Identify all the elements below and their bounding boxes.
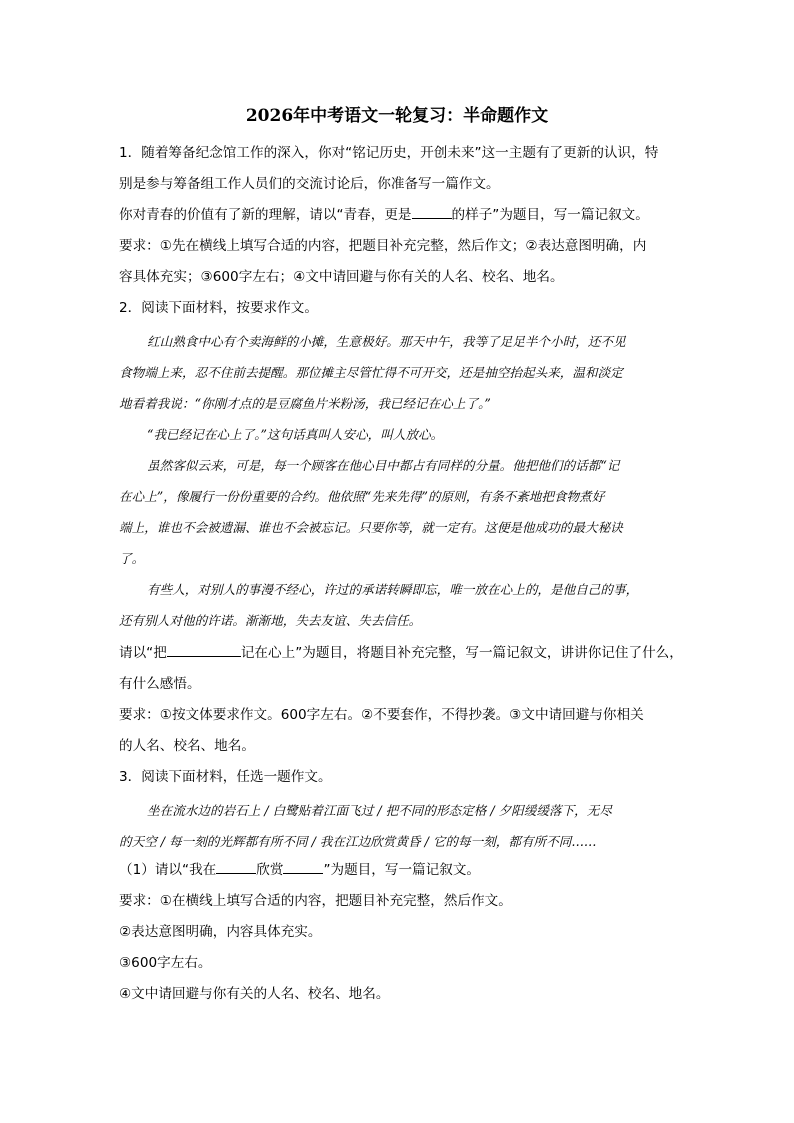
q2-material-line: 了。	[119, 551, 145, 566]
q2-material-line: 红山熟食中心有个卖海鲜的小摊，生意极好。那天中午，我等了足足半个小时，还不见	[147, 334, 626, 349]
q3-requirement-1: 要求：①在横线上填写合适的内容，把题目补充完整，然后作文。	[119, 893, 512, 909]
q2-prompt-start: 请以“把	[119, 645, 167, 661]
q2-material-line: 食物端上来，忍不住前去提醒。那位摊主尽管忙得不可开交，还是抽空抬起头来，温和淡定	[119, 365, 623, 380]
q3-prompt	[119, 855, 679, 1010]
q1-line-1: 1．随着筹备纪念馆工作的深入，你对“铭记历史，开创未来”这一主题有了更新的认识，特	[119, 145, 659, 161]
q1-prompt-line	[119, 200, 679, 231]
q3-material-line: 坐在流水边的岩石上 / 白鹭贴着江面飞过 / 把不同的形态定格 / 夕阳缓缓落下，无尽	[147, 803, 612, 818]
q3-subquestion-1	[119, 855, 679, 886]
q3-requirement-2: ②表达意图明确，内容具体充实。	[119, 924, 322, 940]
q3-title-blank-1	[216, 859, 256, 874]
question-1	[119, 138, 679, 293]
q2-prompt	[119, 638, 683, 762]
q3-requirement-4: ④文中请回避与你有关的人名、校名、地名。	[119, 986, 390, 1002]
q3-material	[119, 795, 679, 857]
q1-prompt-start: 你对青春的价值有了新的理解，请以“青春，更是	[119, 207, 412, 223]
question-3-heading	[119, 762, 679, 793]
q3-title-blank-2	[283, 859, 323, 874]
q2-prompt-line-2: 有什么感悟。	[119, 676, 201, 692]
q3-prompt-start: （1）请以“我在	[119, 862, 217, 878]
q3-requirement-3: ③600字左右。	[119, 955, 212, 971]
q2-material-line: 有些人，对别人的事漫不经心，许过的承诺转瞬即忘，唯一放在心上的，是他自己的事，	[147, 582, 639, 597]
q3-head: 3．阅读下面材料，任选一题作文。	[119, 769, 332, 785]
q2-material-line: 还有别人对他的许诺。渐渐地，失去友谊、失去信任。	[119, 613, 422, 628]
q2-prompt-end: 记在心上”为题目，将题目补充完整，写一篇记叙文，讲讲你记住了什么，	[240, 645, 683, 661]
q2-material-line: 虽然客似云来，可是，每一个顾客在他心目中都占有同样的分量。他把他们的话都“记	[147, 458, 620, 473]
q1-line-2: 别是参与筹备组工作人员们的交流讨论后，你准备写一篇作文。	[119, 176, 500, 192]
q2-prompt-line-1	[119, 638, 683, 669]
q2-material-line: 在心上”，像履行一份份重要的合约。他依照“先来先得”的原则，有条不紊地把食物煮好	[119, 489, 605, 504]
q2-requirement-1: 要求：①按文体要求作文。600字左右。②不要套作，不得抄袭。③文中请回避与你相关	[119, 707, 644, 723]
page-title: 2026年中考语文一轮复习：半命题作文	[245, 106, 549, 126]
q3-prompt-mid: 欣赏	[256, 862, 284, 878]
q2-title-blank	[167, 642, 241, 657]
question-2-heading	[119, 293, 679, 324]
q2-head: 2．阅读下面材料，按要求作文。	[119, 300, 318, 316]
q1-requirement-1: 要求：①先在横线上填写合适的内容，把题目补充完整，然后作文；②表达意图明确，内	[119, 238, 647, 254]
q1-prompt-end: 的样子”为题目，写一篇记叙文。	[451, 207, 649, 223]
q1-requirement-2: 容具体充实；③600字左右；④文中请回避与你有关的人名、校名、地名。	[119, 269, 564, 285]
q2-material-line: 端上，谁也不会被遗漏、谁也不会被忘记。只要你等，就一定有。这便是他成功的最大秘诀	[119, 520, 623, 535]
q3-material-line: 的天空 / 每一刻的光辉都有所不同 / 我在江边欣赏黄昏 / 它的每一刻，都有所不同……	[119, 834, 597, 849]
q2-material-line: “我已经记在心上了。”这句话真叫人安心，叫人放心。	[147, 427, 444, 442]
q1-title-blank	[412, 204, 452, 219]
q2-material-line: 地看着我说：“你刚才点的是豆腐鱼片米粉汤，我已经记在心上了。”	[119, 396, 491, 411]
q2-material	[119, 326, 679, 636]
q3-prompt-end: ”为题目，写一篇记叙文。	[323, 862, 481, 878]
q2-requirement-2: 的人名、校名、地名。	[119, 738, 255, 754]
